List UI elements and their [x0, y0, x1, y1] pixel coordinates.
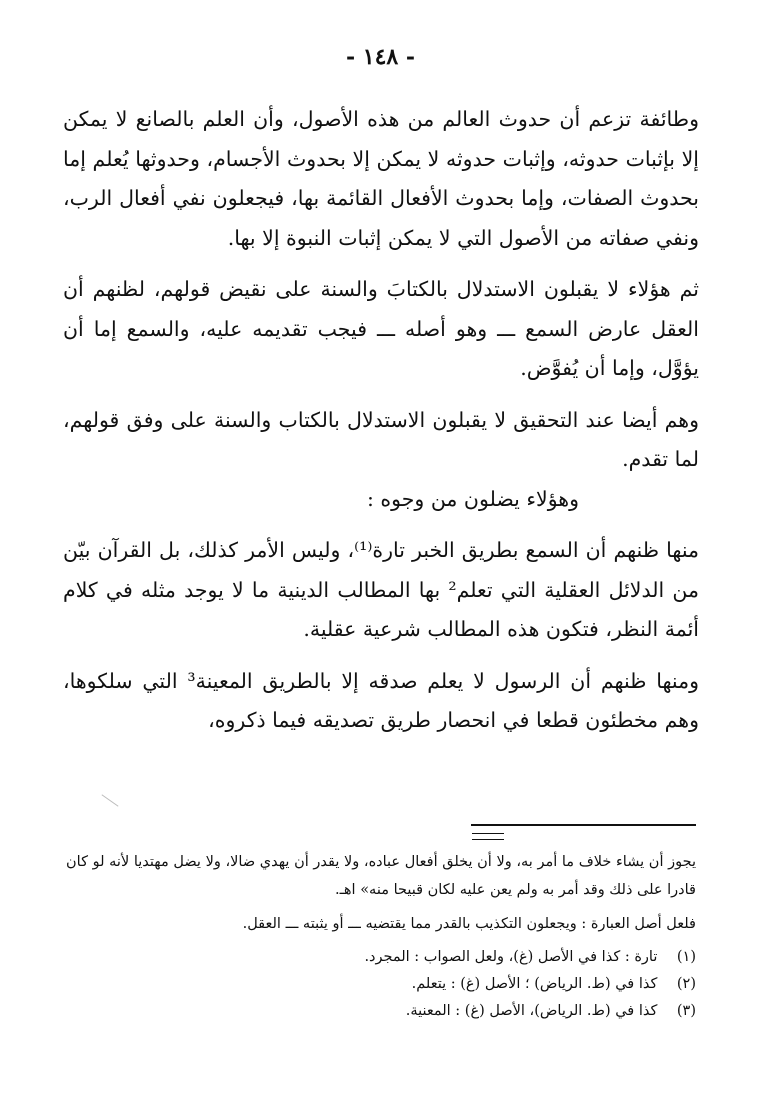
- paragraph-2: ثم هؤلاء لا يقبلون الاستدلال بالكتابَ والسنة على نقيض قولهم، لظنهم أن العقل عارض السمع ـــ وهو أصله ـــ فيجب تقديمه عليه، والسمع إما أن يؤوَّل، وإما أن يُفوَّض.: [63, 277, 699, 380]
- paragraph-6: ومنها ظنهم أن الرسول لا يعلم صدقه إلا بالطريق المعينة³ التي سلكوها، وهم مخطئون قطعا في انحصار طريق تصديقه فيما ذكروه،: [63, 668, 699, 732]
- footnote-list: [66, 944, 696, 1025]
- footnote-number: (١): [676, 949, 696, 965]
- footnote-text: كذا في (ط. الرياض)، الأصل (غ) : المعنية.: [405, 1003, 658, 1019]
- footnote-number: (٢): [676, 976, 696, 992]
- main-text: [63, 100, 699, 741]
- footnote-text: كذا في (ط. الرياض) ؛ الأصل (غ) : يتعلم.: [411, 976, 658, 992]
- footnote-number: (٣): [676, 1003, 696, 1019]
- footnote-item-1: [66, 944, 696, 971]
- footnote-separator-marks: [472, 833, 504, 840]
- paragraph-4: وهؤلاء يضلون من وجوه :: [366, 486, 579, 511]
- stray-mark: [102, 794, 119, 806]
- footnote-item-3: [66, 998, 696, 1025]
- footnote-separator: [471, 824, 696, 826]
- paragraph-5: منها ظنهم أن السمع بطريق الخبر تارة⁽¹⁾، وليس الأمر كذلك، بل القرآن بيّن من الدلائل العقلية التي تعلم² بها المطالب الدينية ما لا يوجد مثله في كلام أئمة النظر، فتكون هذه المطالب شرعية عقلية.: [63, 538, 700, 641]
- footnote-continued: يجوز أن يشاء خلاف ما أمر به، ولا أن يخلق أفعال عباده، ولا يقدر أن يهدي ضالا، ولا يضل مهتديا لأنه لو كان قادرا على ذلك وقد أمر به ولم يعن عليه لكان قبيحا منه» اهـ.: [66, 854, 696, 898]
- footnote-note: فلعل أصل العبارة : ويجعلون التكذيب بالقدر مما يقتضيه ـــ أو يثبته ـــ العقل.: [242, 916, 696, 932]
- page-number: - ١٤٨ -: [345, 44, 416, 70]
- footnote-text: تارة : كذا في الأصل (غ)، ولعل الصواب : المجرد.: [364, 949, 658, 965]
- paragraph-1: وطائفة تزعم أن حدوث العالم من هذه الأصول، وأن العلم بالصانع لا يمكن إلا بإثبات حدوثه، وإثبات حدوثه لا يمكن إلا بحدوث الأجسام، وحدوثها يُعلم إما بحدوث الصفات، وإما بحدوث الأفعال القائمة بها، فيجعلون نفي أفعال الرب، ونفي صفاته من الأصول التي لا يمكن إثبات النبوة إلا بها.: [63, 107, 699, 250]
- footnote-item-2: [66, 971, 696, 998]
- footnotes: [66, 848, 696, 1025]
- paragraph-3: وهم أيضا عند التحقيق لا يقبلون الاستدلال بالكتاب والسنة على وفق قولهم، لما تقدم.: [63, 407, 699, 471]
